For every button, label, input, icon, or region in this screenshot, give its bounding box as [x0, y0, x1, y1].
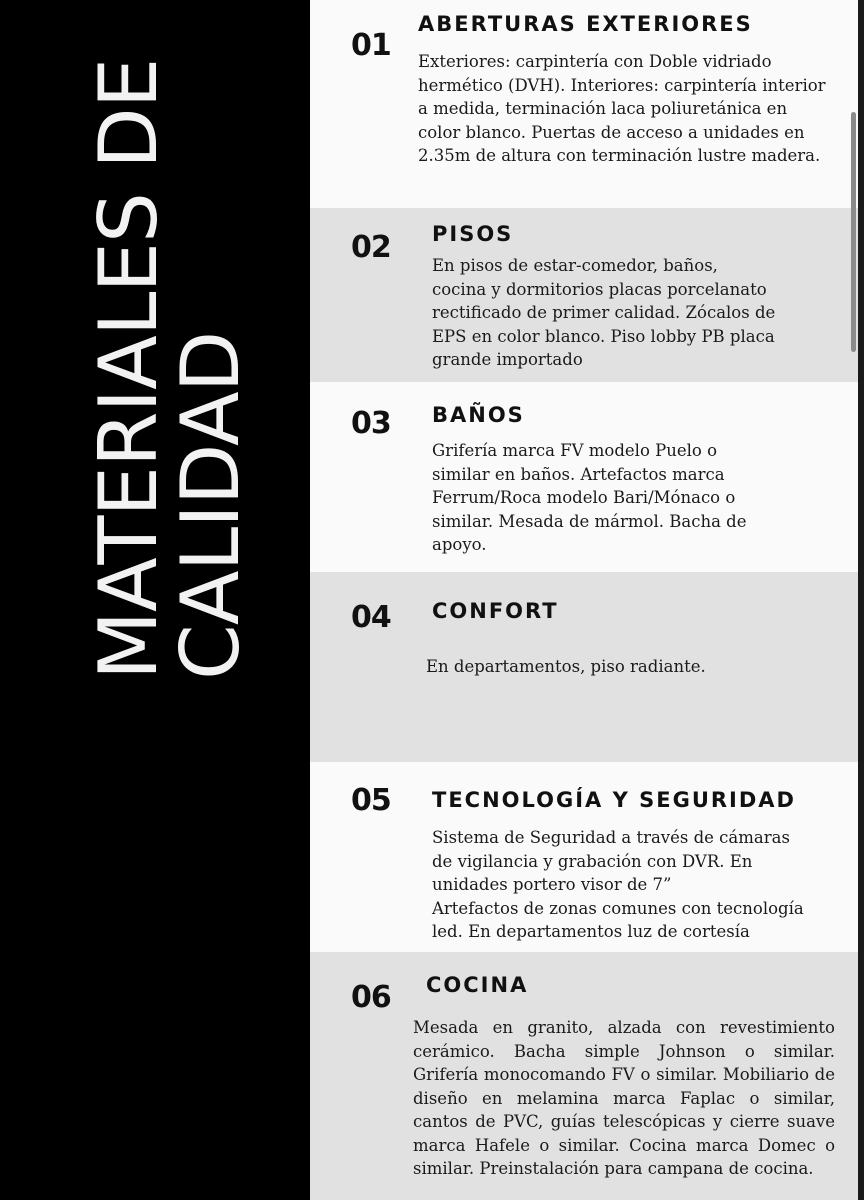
- vertical-title-line-2: CALIDAD: [164, 331, 257, 680]
- section-number: 06: [351, 980, 391, 1015]
- content-panel: [310, 0, 858, 1200]
- sidebar-panel: [0, 0, 310, 1200]
- section-title: TECNOLOGÍA Y SEGURIDAD: [432, 788, 796, 812]
- section-body: Grifería marca FV modelo Puelo o similar en baños. Artefactos marca Ferrum/Roca modelo Bari/Mónaco o similar. Mesada de mármol. Bacha de apoyo.: [432, 441, 747, 554]
- section-number: 04: [351, 600, 391, 635]
- section-number: 05: [351, 783, 391, 818]
- section-title: CONFORT: [432, 599, 559, 623]
- section-title: COCINA: [426, 973, 529, 997]
- section-cocina: [310, 952, 858, 1200]
- section-body: Exteriores: carpintería con Doble vidriado hermético (DVH). Interiores: carpintería interior a medida, terminación laca poliuretánica en color blanco. Puertas de acceso a unidades en 2.35m de altura con terminación lustre madera.: [418, 52, 826, 165]
- section-pisos: [310, 208, 858, 382]
- section-number: 01: [351, 28, 391, 63]
- window-edge: [858, 0, 864, 1200]
- vertical-title: [82, 58, 257, 680]
- section-banos: [310, 382, 858, 572]
- vertical-title-line-1: MATERIALES DE: [82, 58, 175, 680]
- scrollbar-thumb[interactable]: [851, 112, 856, 352]
- section-number: 02: [351, 230, 391, 265]
- section-body: Mesada en granito, alzada con revestimiento cerámico. Bacha simple Johnson o similar. Grifería monocomando FV o similar. Mobiliario de diseño en melamina marca Faplac o similar, cantos de PVC, guías telescópicas y cierre suave marca Hafele o similar. Cocina marca Domec o similar. Preinstalación para campana de cocina.: [413, 1018, 835, 1178]
- section-tecnologia: [310, 762, 858, 952]
- section-body: Sistema de Seguridad a través de cámaras de vigilancia y grabación con DVR. En unidades portero visor de 7” Artefactos de zonas comunes con tecnología led. En departamentos luz de cortesía: [432, 828, 804, 941]
- section-title: PISOS: [432, 222, 514, 246]
- section-body: En pisos de estar-comedor, baños, cocina y dormitorios placas porcelanato rectificado de primer calidad. Zócalos de EPS en color blanco. Piso lobby PB placa grande importado: [432, 256, 776, 369]
- section-confort: [310, 572, 858, 762]
- section-body: En departamentos, piso radiante.: [426, 657, 706, 676]
- section-number: 03: [351, 406, 391, 441]
- section-title: ABERTURAS EXTERIORES: [418, 12, 753, 36]
- section-title: BAÑOS: [432, 403, 525, 427]
- section-aberturas: [310, 0, 858, 208]
